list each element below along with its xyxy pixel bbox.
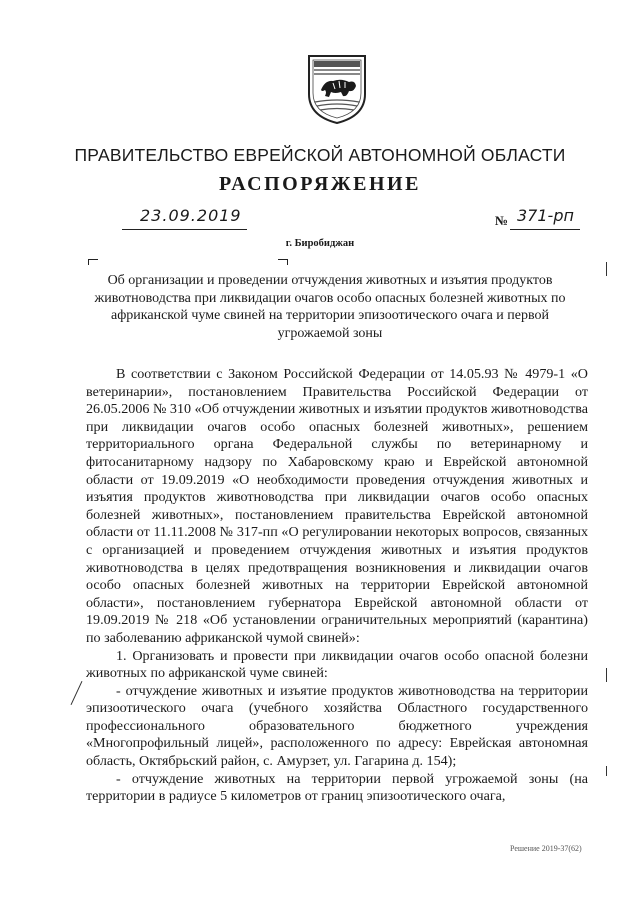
document-body <box>86 366 588 806</box>
paragraph-preamble: В соответствии с Законом Российской Федерации от 14.05.93 № 4979-1 «О ветеринарии», постановлением Правительства Российской Федерации от 26.05.2006 № 310 «Об отчуждении животных и изъятии продуктов животноводства при ликвидации очагов особо опасных болезней животных», решением территориального органа Федеральной службы по ветеринарному и фитосанитарному надзору по Хабаровскому краю и Еврейской автономной области от 19.09.2019 «О необходимости проведения отчуждения животных и изъятия продуктов животноводства при ликвидации очагов особо опасных болезней животных», постановлением правительства Еврейской автономной области от 11.11.2008 № 317-пп «О регулировании некоторых вопросов, связанных с организацией и проведением отчуждения животных и изъятия продуктов животноводства в целях предотвращения возникновения и ликвидации очагов особо опасных болезней животных на территории Еврейской автономной области», постановлением губернатора Еврейской автономной области от 19.09.2019 № 218 «Об установлении ограничительных мероприятий (карантина) по заболеванию африканской чумой свиней»: <box>86 366 588 646</box>
number-underline <box>510 229 580 230</box>
margin-mark <box>606 668 607 682</box>
city-name: г. Биробиджан <box>285 238 355 249</box>
paragraph-subitem-epizootic-focus: - отчуждение животных и изъятие продуктов животноводства на территории эпизоотического очага (учебного хозяйства Областного государственного профессионального образовательного бюджетного учреждения «Многопрофильный лицей», расположенного по адресу: Еврейская автономная область, Октябрьский район, с. Амурзет, ул. Гагарина д. 154); <box>86 682 588 770</box>
document-subject: Об организации и проведении отчуждения животных и изъятия продуктов животноводства при ликвидации очагов особо опасных болезней животных по африканской чуме свиней на территории эпизоотического очага и первой угрожаемой зоны <box>94 273 566 341</box>
paragraph-subitem-threat-zone: - отчуждение животных на территории первой угрожаемой зоны (на территории в радиусе 5 километров от границ эпизоотического очага, <box>86 770 588 805</box>
margin-mark <box>606 262 607 276</box>
document-date: 23.09.2019 <box>140 206 242 225</box>
pen-mark <box>71 681 83 705</box>
coat-of-arms-emblem <box>305 50 369 125</box>
document-number: 371-рп <box>517 206 574 225</box>
government-title: ПРАВИТЕЛЬСТВО ЕВРЕЙСКОЙ АВТОНОМНОЙ ОБЛАСТИ <box>74 145 566 165</box>
subject-corner-right <box>278 259 288 265</box>
paragraph-item-1: 1. Организовать и провести при ликвидации очагов особо опасной болезни животных по африканской чуме свиней: <box>86 647 588 682</box>
number-label: № <box>495 213 509 228</box>
subject-corner-left <box>88 259 98 265</box>
margin-mark <box>606 766 607 776</box>
footer-code: Решение 2019-37(62) <box>510 844 582 853</box>
document-type-title: РАСПОРЯЖЕНИЕ <box>219 173 421 195</box>
date-underline <box>122 229 247 230</box>
